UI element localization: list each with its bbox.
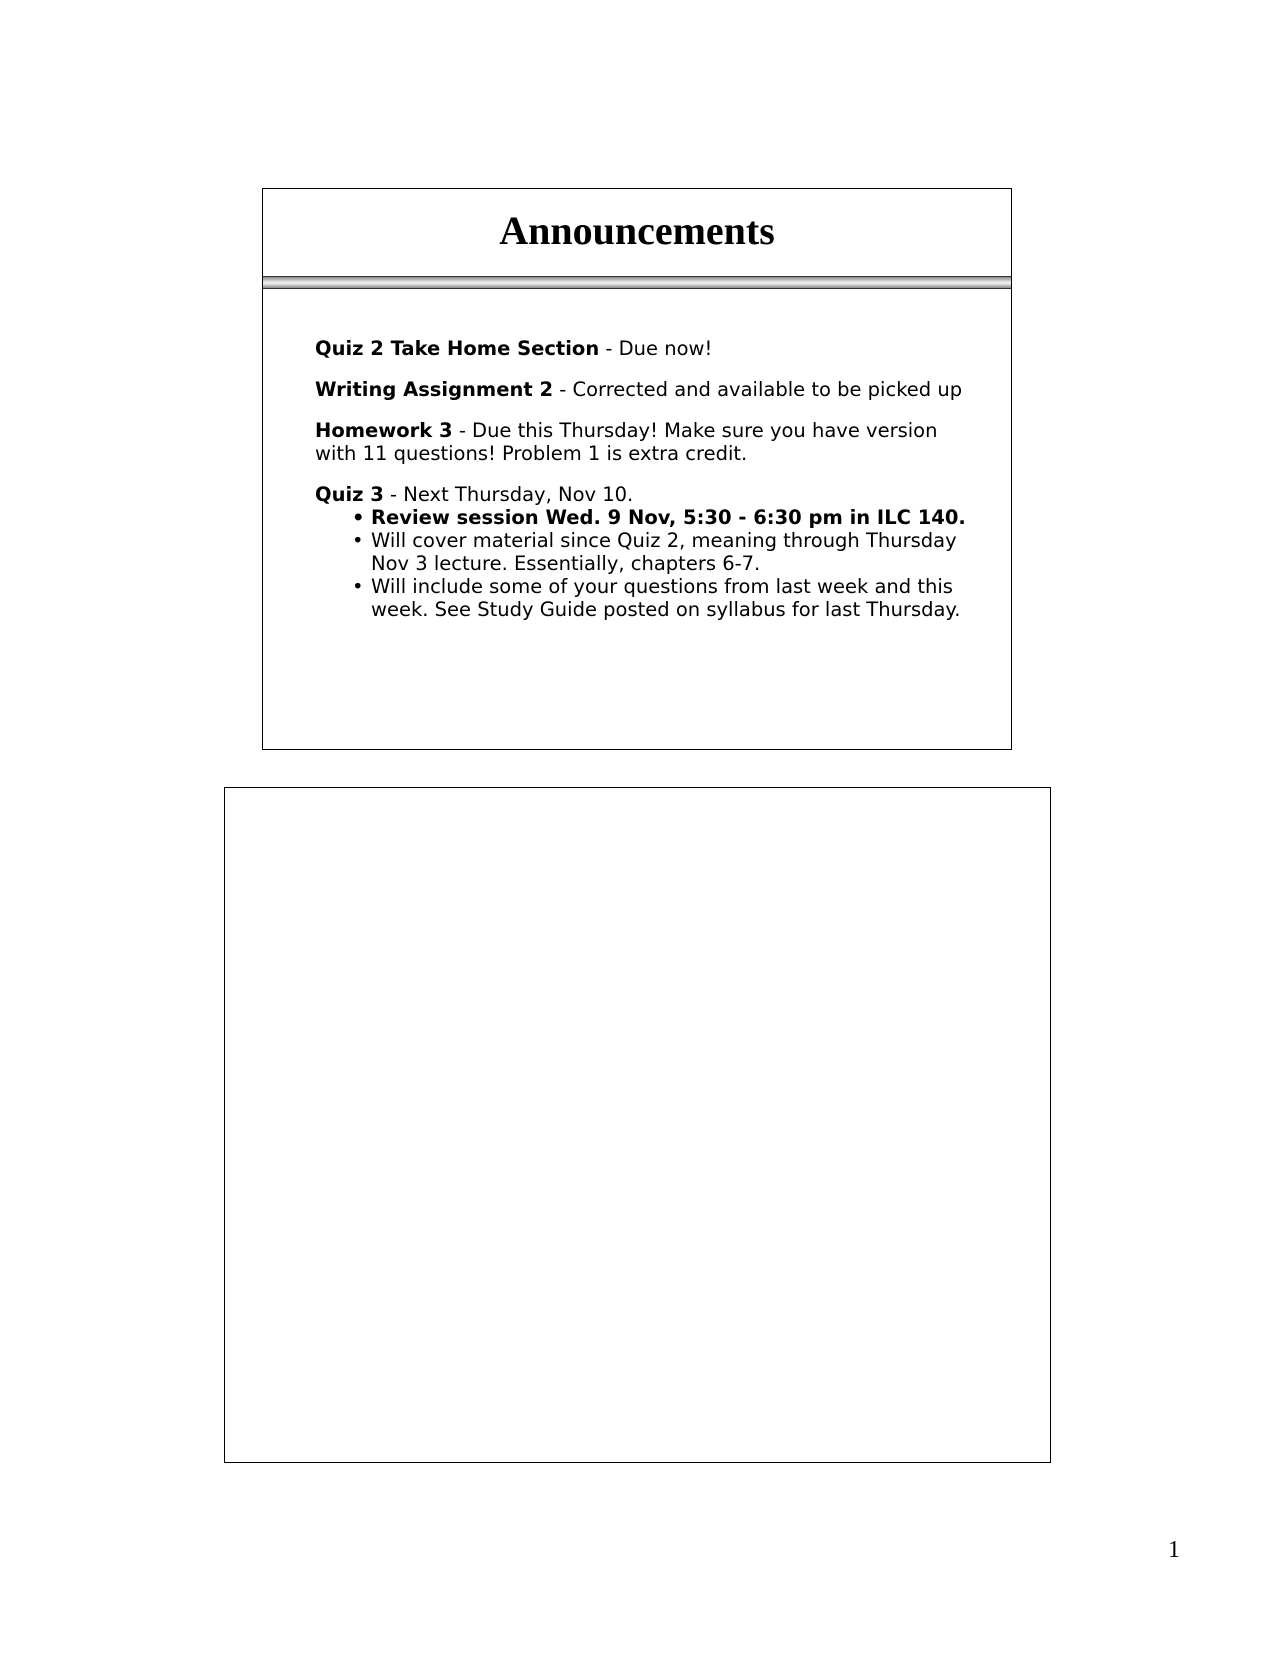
announcement-quiz-2 xyxy=(315,337,975,360)
bullet-icon: • xyxy=(352,575,364,598)
announcement-text: - Due this Thursday! Make sure you have version with 11 questions! Problem 1 is extra credit. xyxy=(315,419,938,465)
announcement-text: - Corrected and available to be picked up xyxy=(553,378,963,401)
announcement-homework-3 xyxy=(315,419,975,465)
slide-title: Announcements xyxy=(499,208,775,253)
list-item xyxy=(352,575,975,621)
list-item xyxy=(352,506,975,529)
list-item-text: Review session Wed. 9 Nov, 5:30 - 6:30 pm in ILC 140. xyxy=(371,506,966,529)
list-item-text: Will cover material since Quiz 2, meaning through Thursday Nov 3 lecture. Essentially, chapters 6-7. xyxy=(371,529,957,575)
slide-body xyxy=(315,337,975,639)
slide-frame xyxy=(262,188,1012,750)
quiz-3-details-list xyxy=(315,506,975,621)
list-item-text: Will include some of your questions from last week and this week. See Study Guide posted on syllabus for last Thursday. xyxy=(371,575,961,621)
announcement-heading: Quiz 2 Take Home Section xyxy=(315,337,600,360)
announcement-writing-assignment-2 xyxy=(315,378,975,401)
notes-area xyxy=(224,787,1051,1463)
page-number: 1 xyxy=(1168,1537,1180,1563)
announcement-heading: Homework 3 xyxy=(315,419,453,442)
announcement-quiz-3 xyxy=(315,483,975,621)
announcement-text: - Next Thursday, Nov 10. xyxy=(383,483,634,506)
bullet-icon: • xyxy=(352,506,365,529)
bullet-icon: • xyxy=(352,529,364,552)
list-item xyxy=(352,529,975,575)
announcement-text: - Due now! xyxy=(599,337,713,360)
announcement-heading: Quiz 3 xyxy=(315,483,384,506)
announcement-heading: Writing Assignment 2 xyxy=(315,378,554,401)
title-divider xyxy=(263,276,1011,289)
